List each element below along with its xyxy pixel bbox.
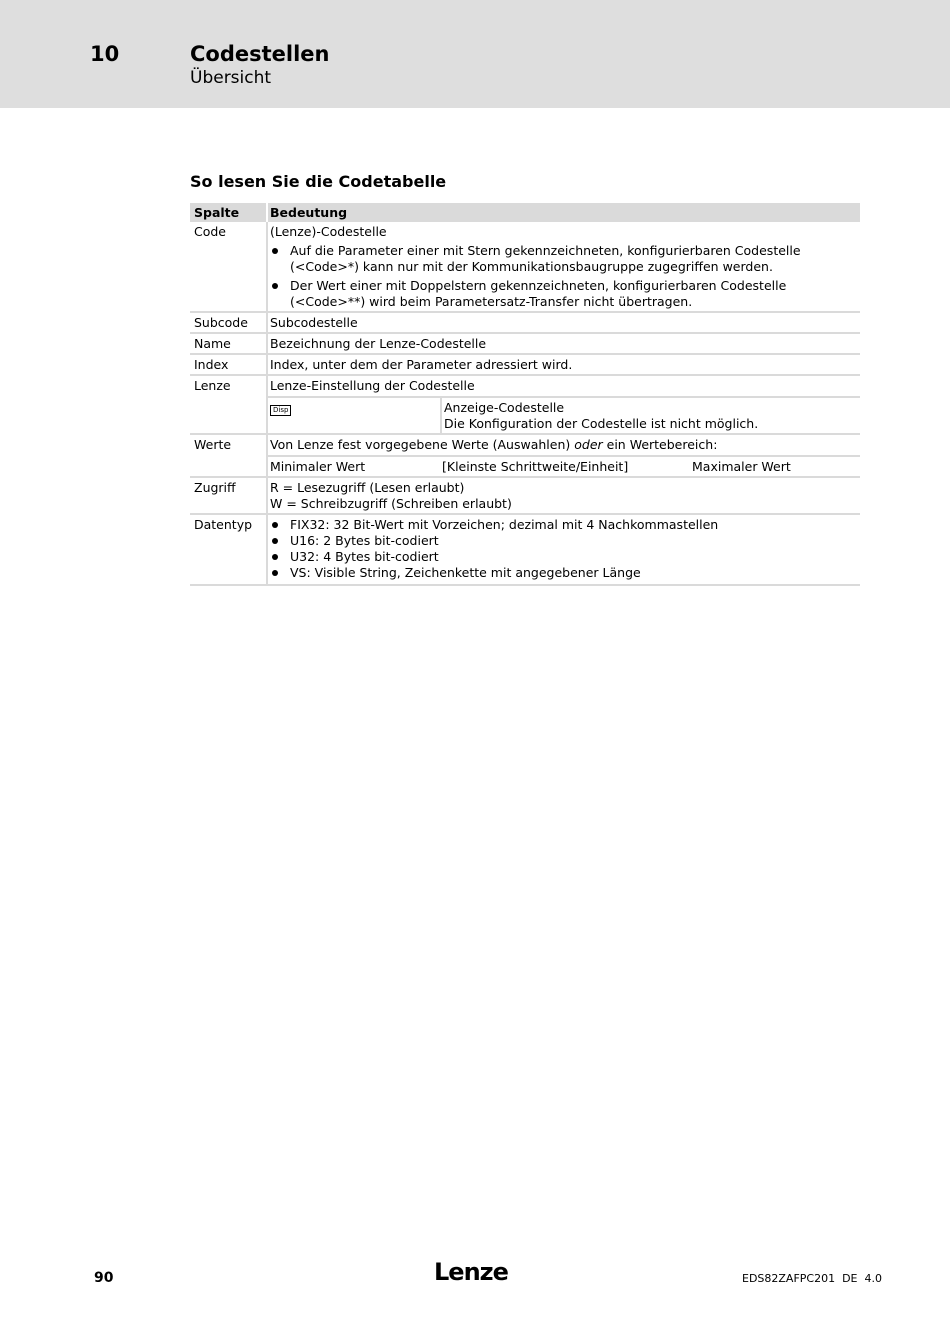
table-row-index bbox=[190, 355, 860, 376]
table-row-name bbox=[190, 334, 860, 355]
max-value-label: Maximaler Wert bbox=[692, 459, 791, 474]
table-row-datentyp bbox=[190, 515, 860, 586]
chapter-title: Codestellen bbox=[190, 42, 330, 66]
bullet-text: FIX32: 32 Bit-Wert mit Vorzeichen; dezimal mit 4 Nachkommastellen bbox=[290, 517, 719, 532]
min-value-label: Minimaler Wert bbox=[270, 459, 366, 474]
chapter-number: 10 bbox=[90, 42, 120, 66]
disp-cell bbox=[268, 398, 440, 433]
row-label: Werte bbox=[194, 437, 232, 452]
table-header-row bbox=[190, 203, 860, 222]
row-meaning bbox=[266, 222, 860, 311]
bullet-text: VS: Visible String, Zeichenkette mit angegebener Länge bbox=[290, 565, 641, 580]
bullet-icon bbox=[272, 248, 278, 254]
bullet-icon bbox=[272, 570, 278, 576]
list-item bbox=[270, 278, 860, 310]
row-label: Lenze bbox=[194, 378, 231, 393]
disp-subtable bbox=[268, 396, 860, 433]
bullet-text: U32: 4 Bytes bit-codiert bbox=[290, 549, 439, 564]
list-item bbox=[270, 565, 860, 581]
zugriff-line2: W = Schreibzugriff (Schreiben erlaubt) bbox=[270, 496, 512, 511]
header-band bbox=[0, 0, 950, 108]
bullet-icon bbox=[272, 554, 278, 560]
row-meaning bbox=[266, 515, 860, 584]
row-meaning bbox=[266, 376, 860, 433]
werte-text: Von Lenze fest vorgegebene Werte (Auswahlen) oder ein Wertebereich: bbox=[270, 437, 718, 452]
list-item bbox=[270, 533, 860, 549]
table-row-zugriff bbox=[190, 478, 860, 515]
row-label: Subcode bbox=[194, 315, 248, 330]
header-spalte: Spalte bbox=[194, 205, 240, 220]
row-meaning bbox=[266, 478, 860, 513]
list-item bbox=[270, 549, 860, 565]
bullet-icon bbox=[272, 538, 278, 544]
row-meaning: Index, unter dem der Parameter adressiert wird. bbox=[266, 355, 860, 374]
bullet-icon bbox=[272, 283, 278, 289]
bullet-icon bbox=[272, 522, 278, 528]
table-row-lenze bbox=[190, 376, 860, 435]
row-meaning: Bezeichnung der Lenze-Codestelle bbox=[266, 334, 860, 353]
display-code-icon: Disp bbox=[270, 405, 291, 416]
code-table bbox=[190, 203, 860, 586]
disp-line2: Die Konfiguration der Codestelle ist nicht möglich. bbox=[444, 416, 759, 431]
section-title: So lesen Sie die Codetabelle bbox=[190, 172, 447, 191]
table-row-subcode bbox=[190, 313, 860, 334]
bullet-text: Auf die Parameter einer mit Stern gekennzeichneten, konfigurierbaren Codestelle (<Code>*) kann nur mit der Kommunikationsbaugruppe zugegriffen werden. bbox=[290, 243, 801, 274]
row-label: Index bbox=[194, 357, 229, 372]
range-subrow bbox=[268, 455, 860, 476]
row-label: Name bbox=[194, 336, 231, 351]
list-item bbox=[270, 517, 860, 533]
row-label: Datentyp bbox=[194, 517, 253, 532]
list-item bbox=[270, 243, 860, 275]
step-label: [Kleinste Schrittweite/Einheit] bbox=[442, 459, 629, 474]
row-label: Zugriff bbox=[194, 480, 236, 495]
document-id: EDS82ZAFPC201 DE 4.0 bbox=[742, 1272, 882, 1285]
row-meaning bbox=[266, 435, 860, 476]
bullet-text: Der Wert einer mit Doppelstern gekennzeichneten, konfigurierbaren Codestelle (<Code>**) wird beim Parametersatz-Transfer nicht übertragen. bbox=[290, 278, 787, 309]
lenze-text: Lenze-Einstellung der Codestelle bbox=[270, 378, 475, 393]
chapter-subtitle: Übersicht bbox=[190, 68, 272, 88]
lenze-logo: Lenze bbox=[434, 1258, 508, 1286]
table-row-werte bbox=[190, 435, 860, 478]
page-number: 90 bbox=[94, 1270, 114, 1286]
header-bedeutung: Bedeutung bbox=[266, 203, 860, 222]
zugriff-line1: R = Lesezugriff (Lesen erlaubt) bbox=[270, 480, 465, 495]
bullet-text: U16: 2 Bytes bit-codiert bbox=[290, 533, 439, 548]
disp-description bbox=[440, 398, 860, 433]
disp-line1: Anzeige-Codestelle bbox=[444, 400, 565, 415]
row-meaning: Subcodestelle bbox=[266, 313, 860, 332]
code-text: (Lenze)-Codestelle bbox=[270, 224, 387, 239]
table-row-code bbox=[190, 222, 860, 313]
row-label: Code bbox=[194, 224, 227, 239]
